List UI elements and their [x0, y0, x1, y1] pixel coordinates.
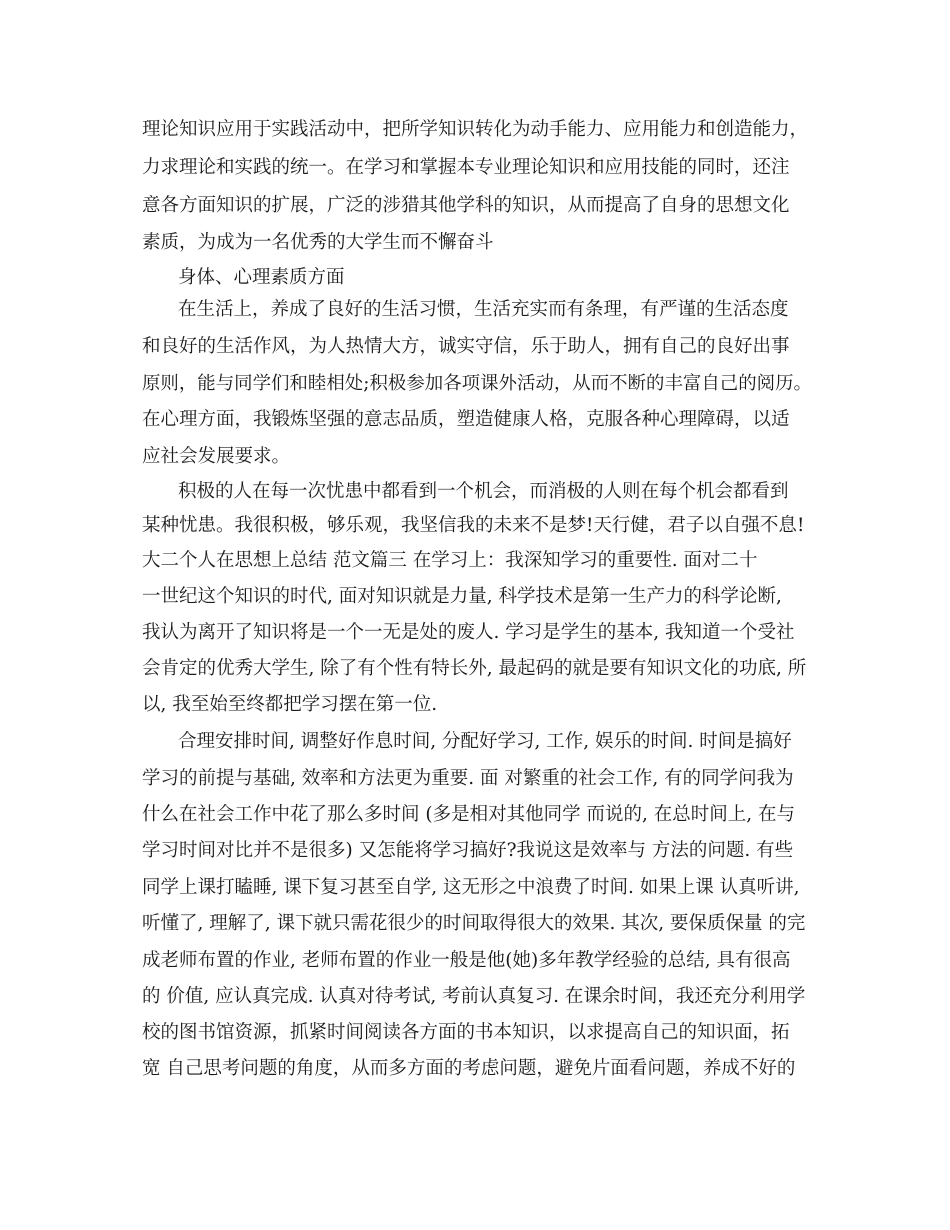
- text-line: 我认为离开了知识将是一个一无是处的废人. 学习是学生的基本, 我知道一个受社: [142, 622, 795, 643]
- text-line: 成老师布置的作业, 老师布置的作业一般是他(她)多年教学经验的总结, 具有很高: [142, 950, 791, 971]
- text-line: 积极的人在每一次忧患中都看到一个机会，而消极的人则在每个机会都看到: [178, 481, 789, 502]
- text-line: 校的图书馆资源，抓紧时间阅读各方面的书本知识，以求提高自己的知识面，拓: [142, 1022, 790, 1043]
- text-line: 听懂了, 理解了, 课下就只需花很少的时间取得很大的效果. 其次, 要保质保量 的完: [142, 913, 806, 934]
- text-line: 素质，为成为一名优秀的大学生而不懈奋斗: [142, 232, 494, 253]
- text-line: 某种忧患。我很积极，够乐观，我坚信我的未来不是梦!天行健，君子以自强不息!: [142, 515, 805, 536]
- text-line: 学习的前提与基础, 效率和方法更为重要. 面 对繁重的社会工作, 有的同学问我为: [142, 768, 794, 789]
- text-line: 在心理方面，我锻炼坚强的意志品质，塑造健康人格，克服各种心理障碍，以适: [142, 409, 790, 430]
- text-line: 和良好的生活作风，为人热情大方，诚实守信，乐于助人，拥有自己的良好出事: [142, 336, 790, 357]
- text-line: 应社会发展要求。: [142, 446, 291, 467]
- section-heading: 身体、心理素质方面: [178, 267, 345, 288]
- text-line: 原则，能与同学们和睦相处;积极参加各项课外活动，从而不断的丰富自己的阅历。: [142, 373, 812, 394]
- text-line: 一世纪这个知识的时代, 面对知识就是力量, 科学技术是第一生产力的科学论断,: [142, 586, 782, 607]
- text-line: 学习时间对比并不是很多) 又怎能将学习搞好?我说这是效率与 方法的问题. 有些: [142, 840, 794, 861]
- text-line: 会肯定的优秀大学生, 除了有个性有特长外, 最起码的就是要有知识文化的功底, 所: [142, 658, 807, 679]
- text-line: 力求理论和实践的统一。在学习和掌握本专业理论知识和应用技能的同时，还注: [142, 157, 790, 178]
- text-line: 合理安排时间, 调整好作息时间, 分配好学习, 工作, 娱乐的时间. 时间是搞好: [178, 731, 792, 752]
- text-line: 什么在社会工作中花了那么多时间 (多是相对其他同学 而说的, 在总时间上, 在与: [142, 804, 796, 825]
- text-line: 意各方面知识的扩展，广泛的涉猎其他学科的知识，从而提高了自身的思想文化: [142, 195, 790, 216]
- text-line: 的 价值, 应认真完成. 认真对待考试, 考前认真复习. 在课余时间，我还充分利用学: [142, 986, 806, 1007]
- text-line: 在生活上，养成了良好的生活习惯，生活充实而有条理，有严谨的生活态度: [178, 299, 789, 320]
- text-line: 同学上课打瞌睡, 课下复习甚至自学, 这无形之中浪费了时间. 如果上课 认真听讲,: [142, 877, 800, 898]
- text-line: 宽 自己思考问题的角度，从而多方面的考虑问题，避免片面看问题，养成不好的: [142, 1058, 796, 1079]
- text-line: 以, 我至始至终都把学习摆在第一位.: [142, 694, 438, 715]
- text-line: 理论知识应用于实践活动中，把所学知识转化为动手能力、应用能力和创造能力，: [142, 119, 809, 140]
- text-line: 大二个人在思想上总结 范文篇三 在学习上：我深知学习的重要性. 面对二十: [142, 550, 758, 571]
